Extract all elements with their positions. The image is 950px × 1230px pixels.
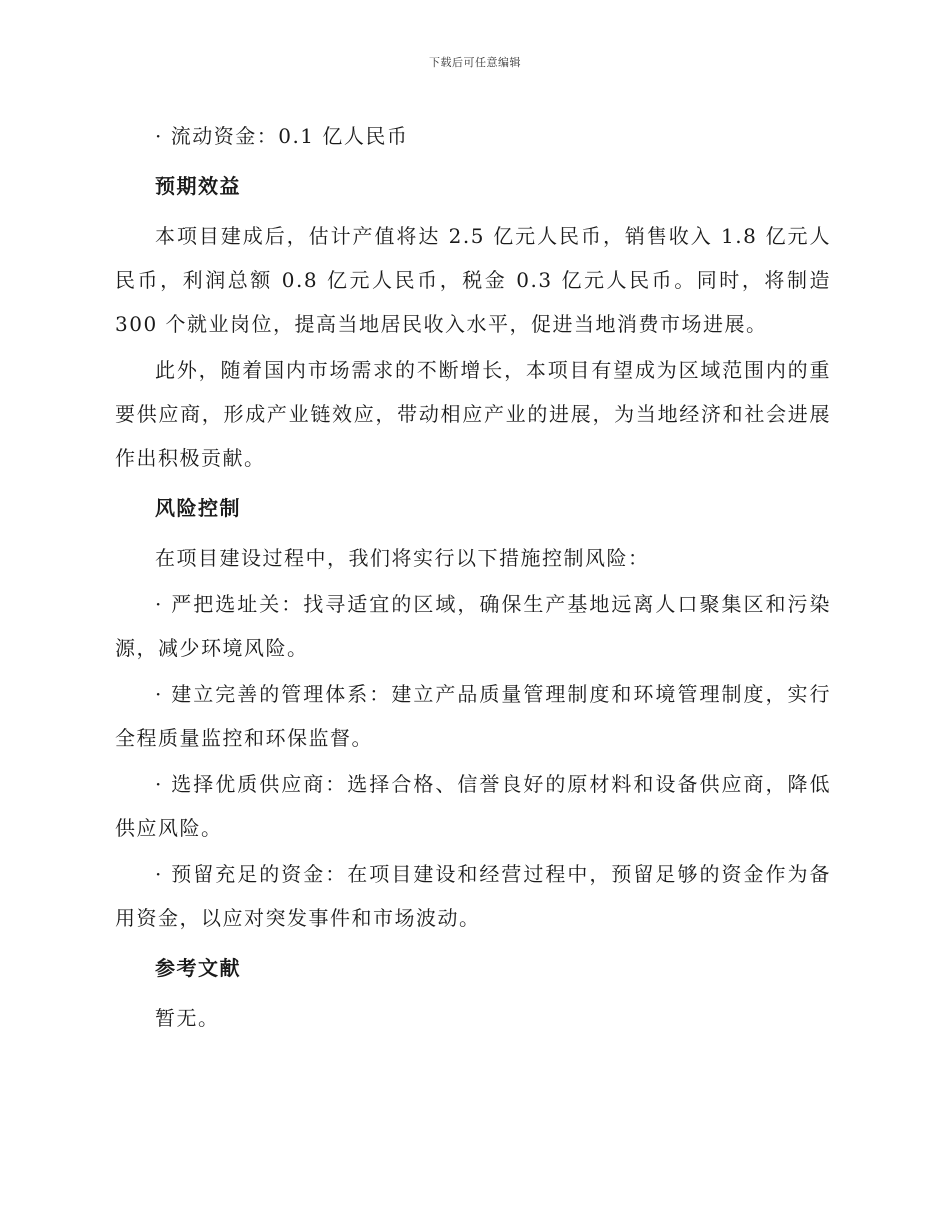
risk-bullet-management: · 建立完善的管理体系：建立产品质量管理制度和环境管理制度，实行全程质量监控和环保监督。 [115,682,831,750]
risk-bullet-site: · 严把选址关：找寻适宜的区域，确保生产基地远离人口聚集区和污染源，减少环境风险。 [115,592,831,660]
risk-bullet-funds: · 预留充足的资金：在项目建设和经营过程中，预留足够的资金作为备用资金，以应对突发事件和市场波动。 [115,862,831,930]
benefits-paragraph-1: 本项目建成后，估计产值将达 2.5 亿元人民币，销售收入 1.8 亿元人民币，利润总额 0.8 亿元人民币，税金 0.3 亿元人民币。同时，将制造 300 个就业岗位，提高当地居民收入水平，促进当地消费市场进展。 [115,224,831,336]
benefits-paragraph-2: 此外，随着国内市场需求的不断增长，本项目有望成为区域范围内的重要供应商，形成产业链效应，带动相应产业的进展，为当地经济和社会进展作出积极贡献。 [115,358,831,470]
risk-intro: 在项目建设过程中，我们将实行以下措施控制风险： [155,546,650,570]
references-body: 暂无。 [155,1006,220,1030]
bullet-working-capital: · 流动资金：0.1 亿人民币 [155,124,409,148]
risk-bullet-supplier: · 选择优质供应商：选择合格、信誉良好的原材料和设备供应商，降低供应风险。 [115,772,831,840]
section-title-risk: 风险控制 [155,496,241,520]
document-body [115,114,831,1040]
section-title-benefits: 预期效益 [155,174,241,198]
page-header: 下载后可任意编辑 [429,56,521,69]
section-title-references: 参考文献 [155,956,241,980]
